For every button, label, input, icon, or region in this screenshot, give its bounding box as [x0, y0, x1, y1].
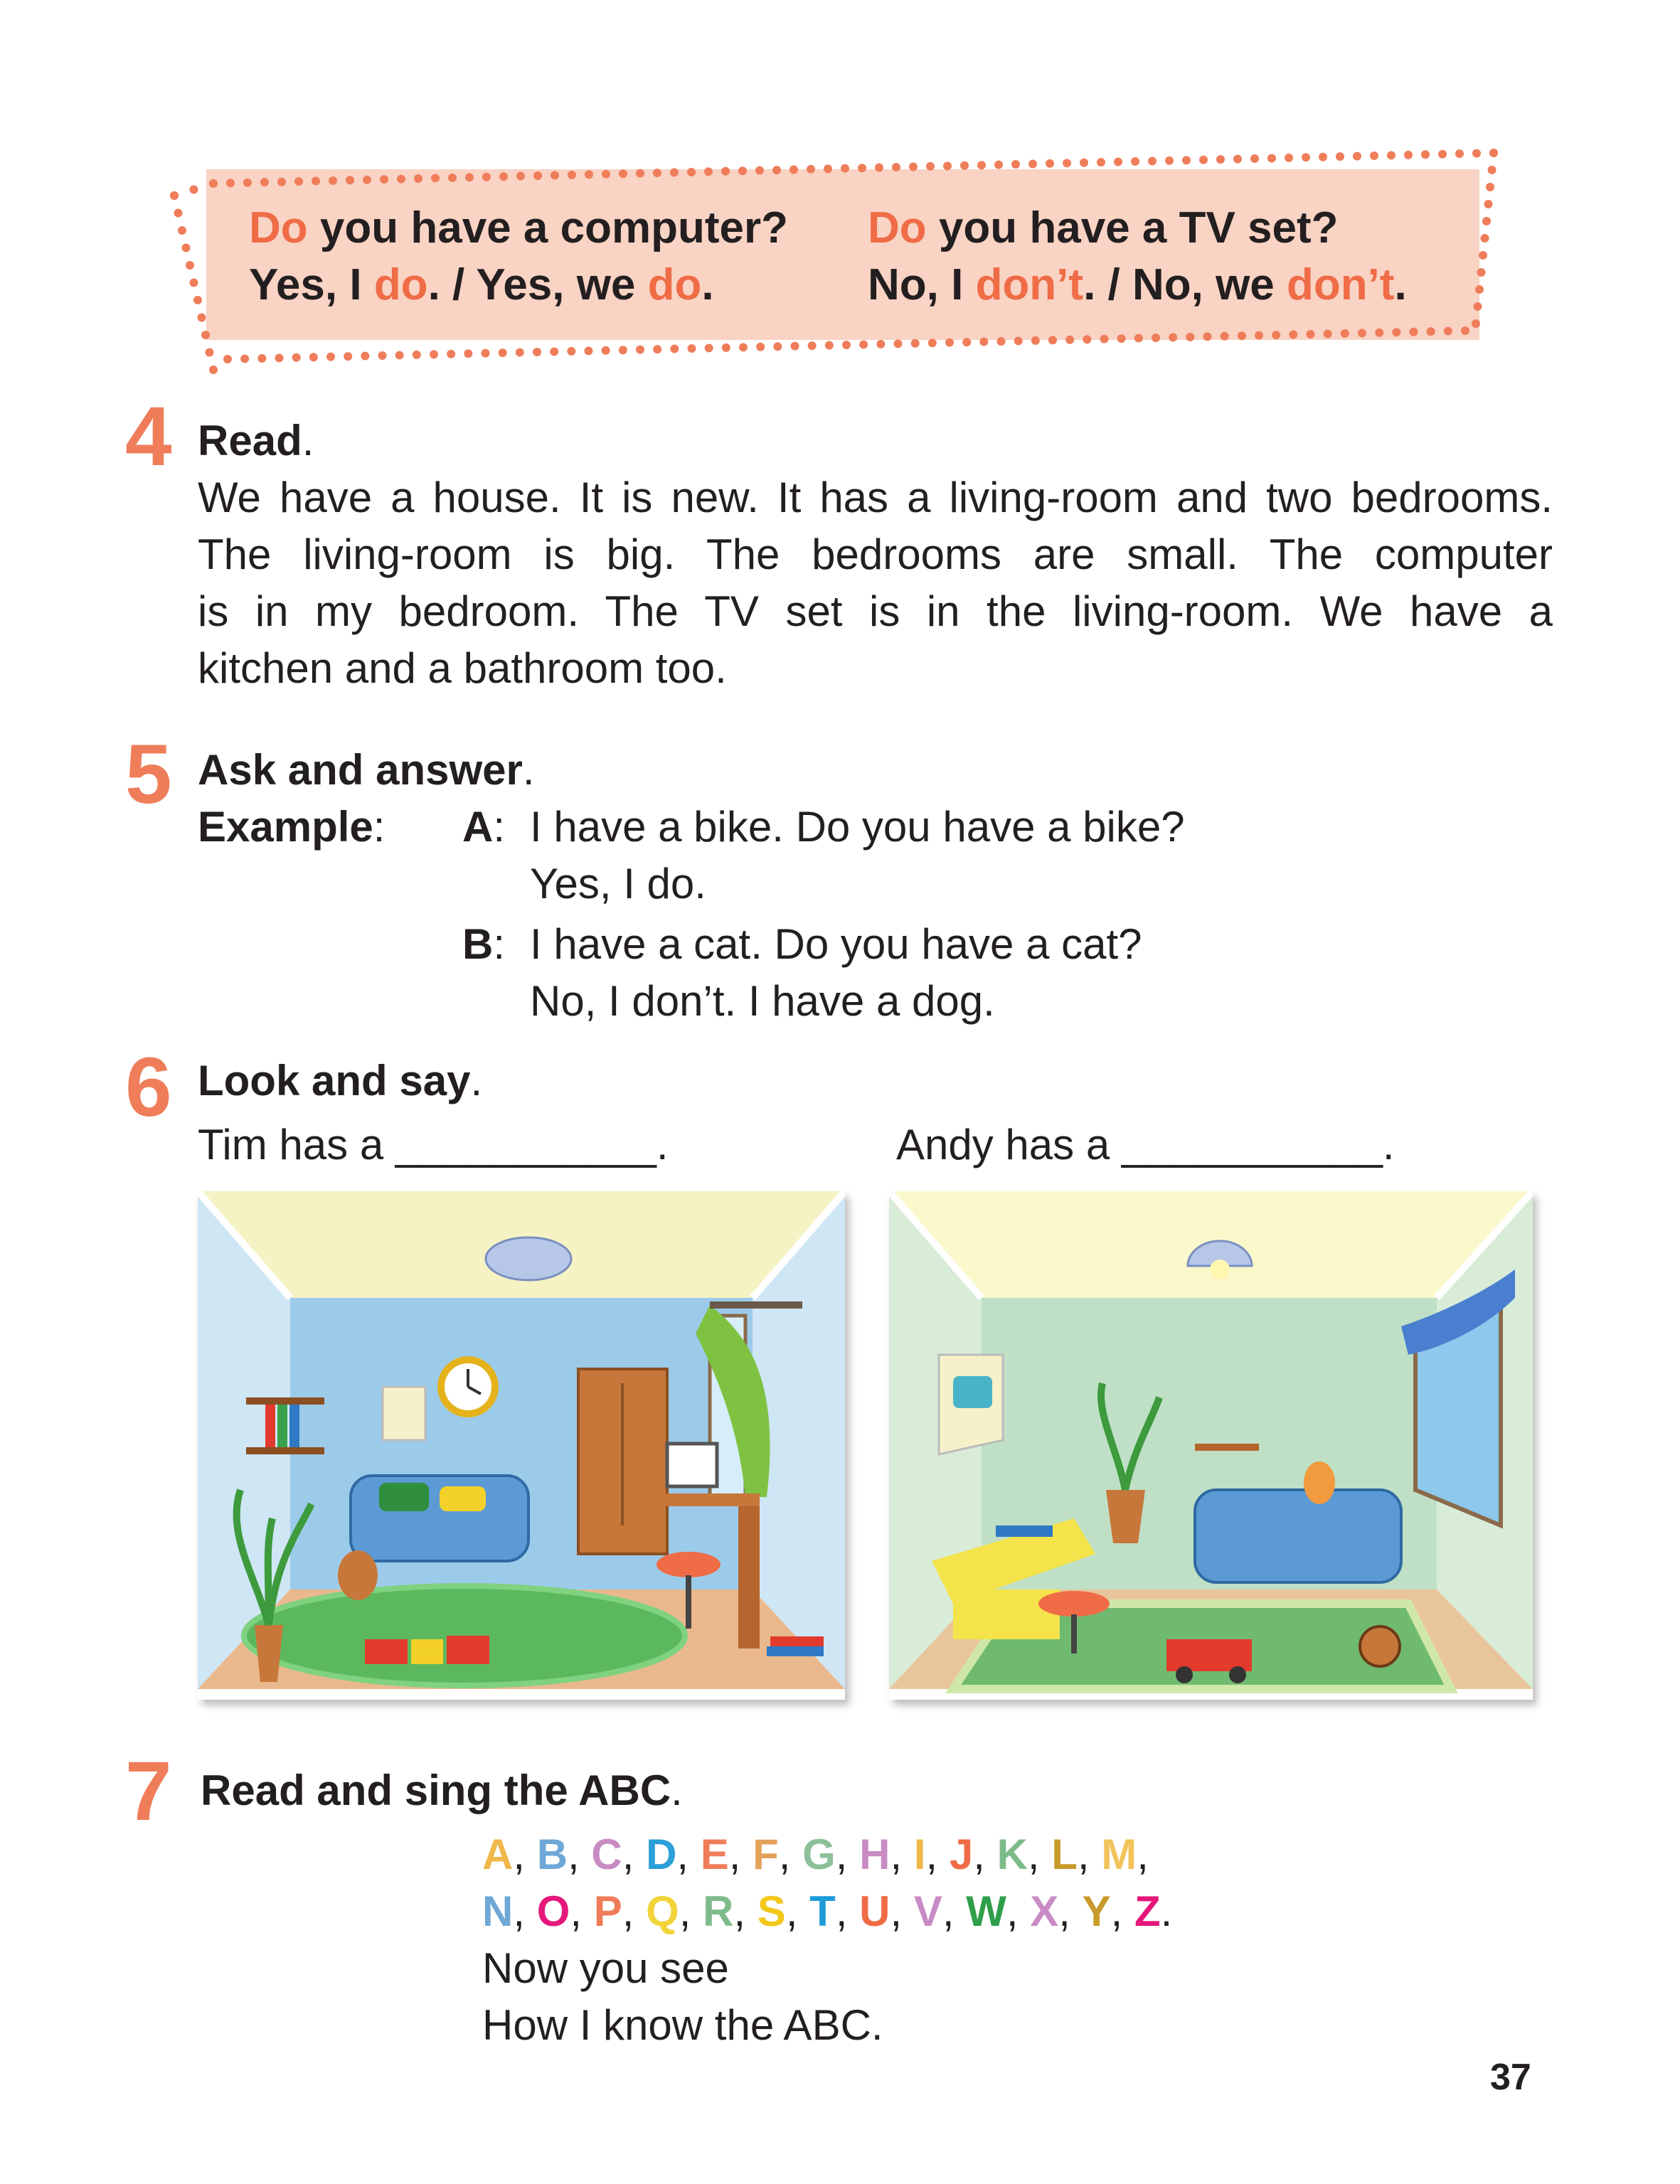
letter-x: X: [1030, 1887, 1059, 1935]
letter-separator: ,: [835, 1831, 860, 1878]
letter-a: A: [482, 1831, 514, 1878]
letter-separator: ,: [513, 1831, 537, 1878]
letter-t: T: [809, 1887, 836, 1935]
letter-separator: ,: [925, 1831, 950, 1878]
letter-o: O: [536, 1887, 570, 1935]
grammar-box-dotted-border: [0, 0, 1680, 398]
alphabet-row-2: [482, 1887, 1173, 1935]
section-5-title: Ask and answer.: [198, 746, 535, 794]
letter-separator: ,: [733, 1887, 757, 1935]
section-6-title: Look and say.: [198, 1057, 483, 1104]
letter-separator: .: [1160, 1887, 1173, 1935]
speaker-b-label: B:: [462, 920, 506, 968]
section-4-line: We have a house. It is new. It has a living-room and two bedrooms.: [198, 474, 1553, 521]
letter-separator: ,: [728, 1831, 753, 1878]
letter-b: B: [536, 1831, 568, 1878]
grammar-question-2: Do you have a TV set?: [868, 203, 1339, 252]
letter-separator: ,: [785, 1887, 810, 1935]
letter-s: S: [757, 1887, 786, 1935]
letter-r: R: [703, 1887, 734, 1935]
tim-prompt: Tim has a ___________.: [198, 1121, 669, 1168]
letter-q: Q: [646, 1887, 679, 1935]
letter-u: U: [859, 1887, 890, 1935]
tim-room-illustration: [198, 1191, 845, 1700]
letter-separator: ,: [1027, 1831, 1052, 1878]
letter-g: G: [802, 1831, 836, 1878]
letter-separator: ,: [1006, 1887, 1031, 1935]
letter-separator: ,: [890, 1831, 914, 1878]
letter-separator: ,: [1137, 1831, 1149, 1878]
speaker-b-line-1: I have a cat. Do you have a cat?: [530, 920, 1142, 968]
section-5-number: 5: [125, 728, 172, 821]
grammar-question-1: Do you have a computer?: [249, 203, 788, 252]
song-line-4: How I know the ABC.: [482, 2001, 883, 2049]
letter-p: P: [593, 1887, 622, 1935]
letter-i: I: [913, 1831, 926, 1878]
letter-separator: ,: [676, 1831, 701, 1878]
section-4-number: 4: [125, 390, 172, 484]
letter-separator: ,: [513, 1887, 537, 1935]
example-label: Example:: [198, 803, 386, 851]
speaker-a-line-2: Yes, I do.: [530, 860, 706, 907]
section-6-number: 6: [125, 1040, 172, 1134]
letter-j: J: [949, 1831, 974, 1878]
letter-m: M: [1101, 1831, 1137, 1878]
letter-separator: ,: [778, 1831, 803, 1878]
letter-n: N: [482, 1887, 514, 1935]
speaker-b-line-2: No, I don’t. I have a dog.: [530, 977, 995, 1025]
song-line-3: Now you see: [482, 1944, 729, 1992]
letter-h: H: [859, 1831, 890, 1878]
speaker-a-line-1: I have a bike. Do you have a bike?: [530, 803, 1185, 851]
letter-separator: ,: [890, 1887, 914, 1935]
andy-room-illustration: [889, 1191, 1533, 1700]
letter-separator: ,: [1077, 1831, 1102, 1878]
letter-y: Y: [1082, 1887, 1111, 1935]
letter-separator: ,: [1058, 1887, 1083, 1935]
section-7-title: Read and sing the ABC.: [201, 1767, 683, 1814]
letter-separator: ,: [568, 1831, 592, 1878]
letter-f: F: [753, 1831, 779, 1878]
letter-z: Z: [1134, 1887, 1161, 1935]
section-4-text: [198, 469, 1553, 697]
andy-prompt: Andy has a ___________.: [896, 1121, 1395, 1168]
grammar-answer-2: No, I don’t. / No, we don’t.: [868, 260, 1407, 309]
section-7-number: 7: [125, 1744, 172, 1838]
grammar-answer-1: Yes, I do. / Yes, we do.: [249, 260, 714, 309]
section-4-line: The living-room is big. The bedrooms are small. The computer: [198, 531, 1553, 578]
letter-d: D: [646, 1831, 677, 1878]
letter-c: C: [591, 1831, 622, 1878]
speaker-a-label: A:: [462, 803, 506, 851]
letter-separator: ,: [835, 1887, 860, 1935]
letter-separator: ,: [973, 1831, 997, 1878]
letter-l: L: [1051, 1831, 1078, 1878]
letter-separator: ,: [622, 1831, 647, 1878]
letter-separator: ,: [1110, 1887, 1134, 1935]
letter-e: E: [700, 1831, 729, 1878]
page-number: 37: [1490, 2057, 1531, 2098]
section-4-line: is in my bedroom. The TV set is in the living-room. We have a: [198, 587, 1553, 635]
section-4-line: kitchen and a bathroom too.: [198, 644, 727, 692]
letter-separator: ,: [942, 1887, 967, 1935]
letter-k: K: [996, 1831, 1028, 1878]
letter-w: W: [966, 1887, 1006, 1935]
letter-separator: ,: [622, 1887, 647, 1935]
letter-separator: ,: [570, 1887, 594, 1935]
letter-v: V: [913, 1887, 942, 1935]
letter-separator: ,: [679, 1887, 703, 1935]
section-4-title: Read.: [198, 417, 314, 464]
alphabet-row-1: [482, 1833, 1149, 1876]
